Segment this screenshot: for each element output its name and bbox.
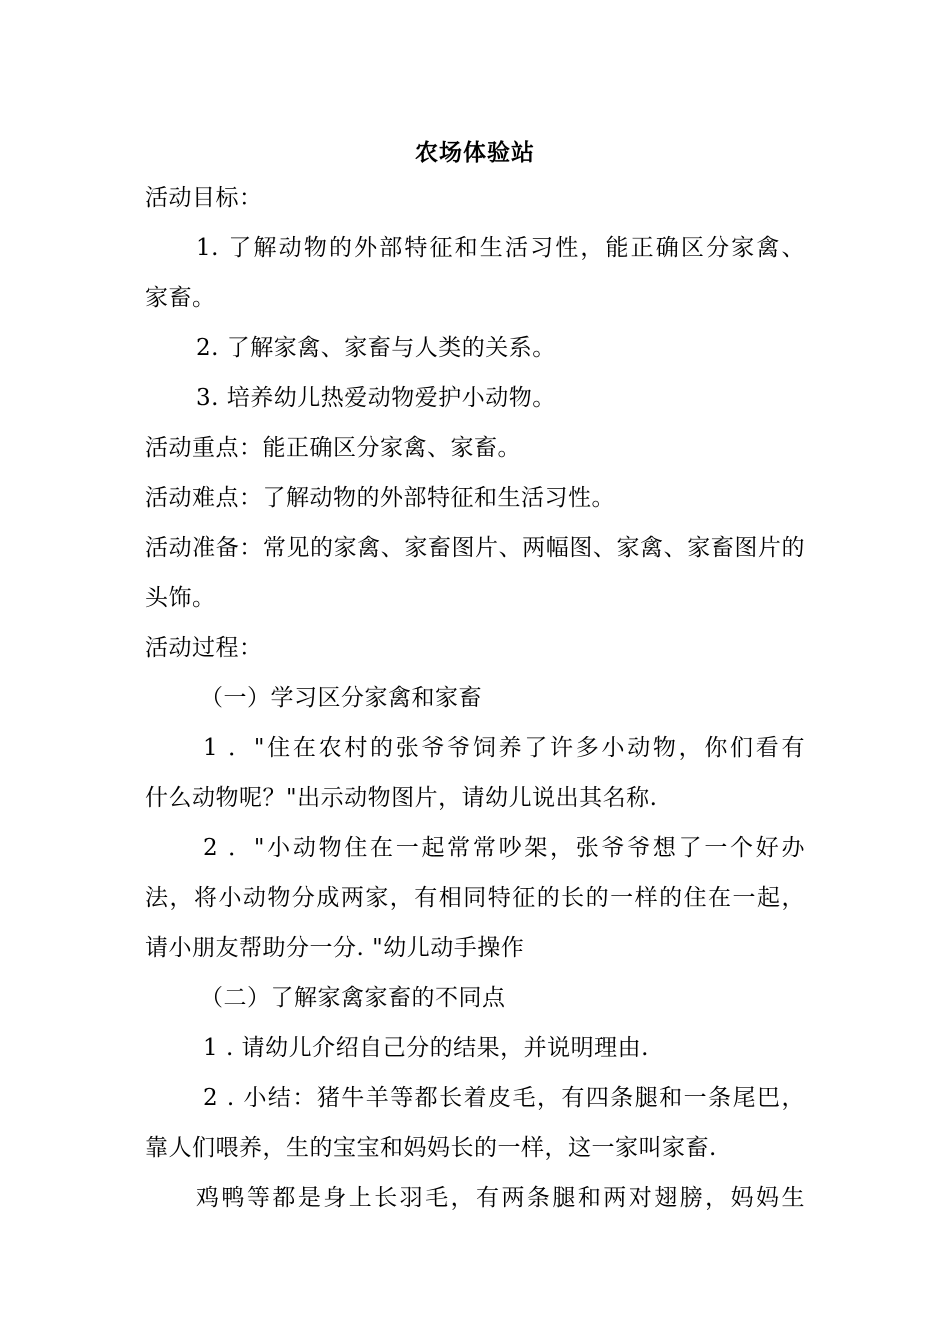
goal-item-1: 1. 了解动物的外部特征和生活习性，能正确区分家禽、 xyxy=(196,235,805,261)
section-heading-process: 活动过程： xyxy=(145,635,263,661)
goal-item-3: 3. 培养幼儿热爱动物爱护小动物。 xyxy=(196,385,556,411)
process-item-2-2-cont: 靠人们喂养，生的宝宝和妈妈长的一样，这一家叫家畜. xyxy=(145,1135,717,1161)
process-item-1-1-cont: 什么动物呢？"出示动物图片，请幼儿说出其名称. xyxy=(145,785,658,811)
preparation: 活动准备：常见的家禽、家畜图片、两幅图、家禽、家畜图片的 xyxy=(145,535,805,561)
process-item-1-2-cont: 法，将小动物分成两家，有相同特征的长的一样的住在一起， xyxy=(145,885,805,911)
subsection-heading-1: （一）学习区分家禽和家畜 xyxy=(200,685,482,711)
section-heading-goals: 活动目标： xyxy=(145,185,263,211)
subsection-heading-2: （二）了解家禽家畜的不同点 xyxy=(200,985,506,1011)
document-title: 农场体验站 xyxy=(415,139,535,166)
process-item-2-2-para2: 鸡鸭等都是身上长羽毛，有两条腿和两对翅膀，妈妈生 xyxy=(196,1185,805,1211)
process-item-1-1: 1 ．"住在农村的张爷爷饲养了许多小动物，你们看有 xyxy=(203,735,805,761)
preparation-cont: 头饰。 xyxy=(145,585,216,611)
difficult-point: 活动难点：了解动物的外部特征和生活习性。 xyxy=(145,485,615,511)
key-point: 活动重点：能正确区分家禽、家畜。 xyxy=(145,435,521,461)
goal-item-2: 2. 了解家禽、家畜与人类的关系。 xyxy=(196,335,556,361)
process-item-2-1: 1 . 请幼儿介绍自己分的结果，并说明理由. xyxy=(203,1035,649,1061)
process-item-1-2-cont2: 请小朋友帮助分一分. "幼儿动手操作 xyxy=(145,935,525,961)
process-item-1-2: 2 ．"小动物住在一起常常吵架，张爷爷想了一个好办 xyxy=(203,835,805,861)
process-item-2-2: 2 . 小结：猪牛羊等都长着皮毛，有四条腿和一条尾巴， xyxy=(203,1085,805,1111)
goal-item-1-cont: 家畜。 xyxy=(145,285,216,311)
